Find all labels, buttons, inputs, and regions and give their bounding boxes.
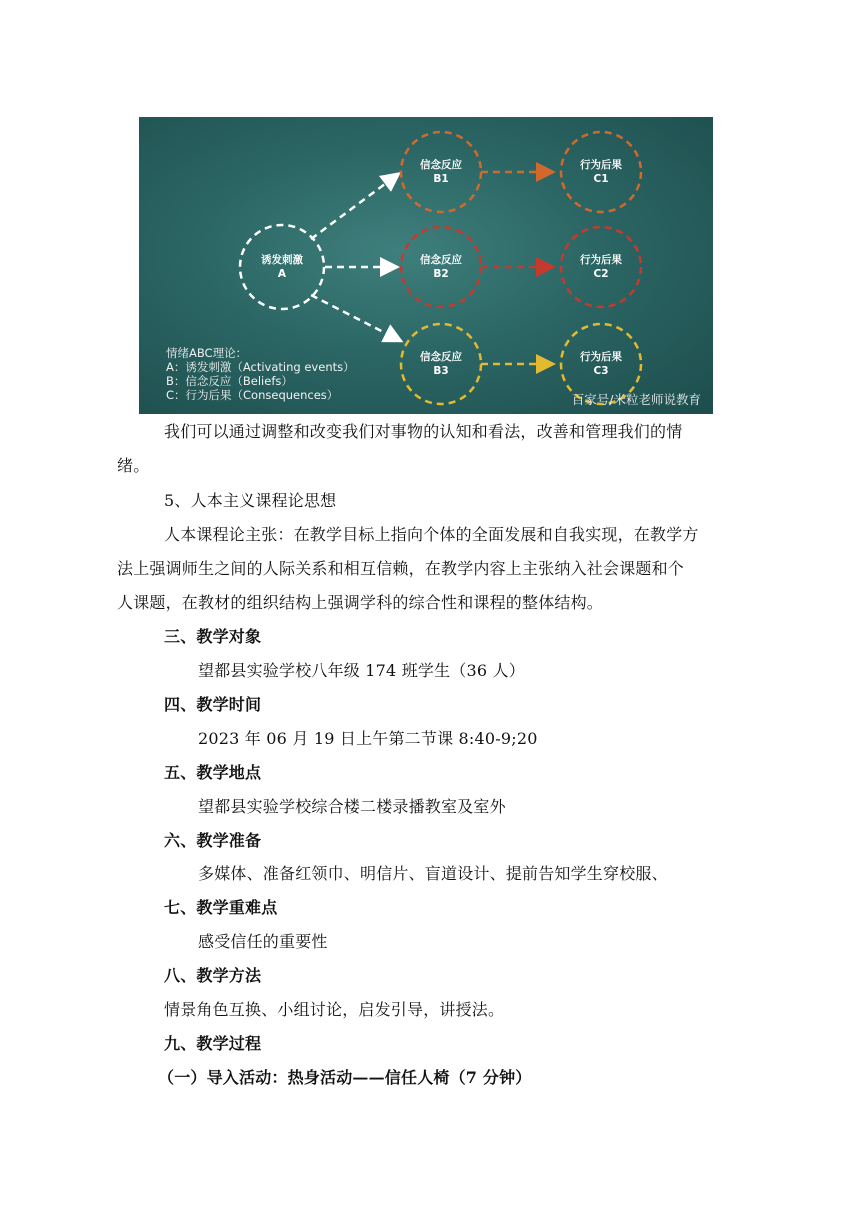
node-b3-code: B3 xyxy=(433,365,449,377)
section-body: 情景角色互换、小组讨论，启发引导，讲授法。 xyxy=(164,1000,505,1019)
node-c2-label: 行为后果 xyxy=(580,254,622,266)
section-heading: 九、教学过程 xyxy=(164,1034,262,1053)
node-c1-circle xyxy=(561,132,641,212)
node-b1-code: B1 xyxy=(433,173,449,185)
node-b2-code: B2 xyxy=(433,268,449,280)
section-body: 望都县实验学校八年级 174 班学生（36 人） xyxy=(198,661,525,680)
node-b1-circle xyxy=(401,132,481,212)
section-body: 望都县实验学校综合楼二楼录播教室及室外 xyxy=(198,797,506,816)
node-c2-circle xyxy=(561,227,641,307)
node-b3-circle xyxy=(401,324,481,404)
legend-a: A：诱发刺激（Activating events） xyxy=(166,360,355,374)
node-b2-circle xyxy=(401,227,481,307)
abc-theory-figure xyxy=(139,117,713,414)
node-c1-code: C1 xyxy=(593,173,609,185)
paragraph-line: 绪。 xyxy=(117,456,150,475)
figure-legend xyxy=(166,346,355,402)
legend-title: 情绪ABC理论： xyxy=(166,346,248,360)
node-b1-label: 信念反应 xyxy=(420,159,462,171)
section-heading: 三、教学对象 xyxy=(164,627,262,646)
paragraph-line: 人本课程论主张：在教学目标上指向个体的全面发展和自我实现，在教学方 xyxy=(164,525,699,544)
section-heading: 四、教学时间 xyxy=(164,695,262,714)
section-5-heading: 5、人本主义课程论思想 xyxy=(164,491,337,510)
section-body: 多媒体、准备红领巾、明信片、盲道设计、提前告知学生穿校服、 xyxy=(198,864,668,883)
watermark: 百家号/米粒老师说教育 xyxy=(571,392,701,407)
node-c3-code: C3 xyxy=(593,365,609,377)
node-b2-label: 信念反应 xyxy=(420,254,462,266)
section-heading: 七、教学重难点 xyxy=(164,898,278,917)
section-heading: 五、教学地点 xyxy=(164,763,262,782)
paragraph-line: 法上强调师生之间的人际关系和相互信赖，在教学内容上主张纳入社会课题和个 xyxy=(117,559,685,578)
node-b3-label: 信念反应 xyxy=(420,351,462,363)
section-body: 感受信任的重要性 xyxy=(198,932,328,951)
node-c2-code: C2 xyxy=(593,268,609,280)
node-a-label: 诱发刺激 xyxy=(261,254,303,266)
section-body: 2023 年 06 月 19 日上午第二节课 8:40-9;20 xyxy=(198,729,538,748)
paragraph-line: 我们可以通过调整和改变我们对事物的认知和看法，改善和管理我们的情 xyxy=(164,422,683,441)
legend-c: C：行为后果（Consequences） xyxy=(166,388,339,402)
subsection-heading: （一）导入活动：热身活动——信任人椅（7 分钟） xyxy=(158,1068,532,1087)
paragraph-line: 人课题，在教材的组织结构上强调学科的综合性和课程的整体结构。 xyxy=(117,593,604,612)
node-c1-label: 行为后果 xyxy=(580,159,622,171)
arrow-a-b3 xyxy=(311,295,399,340)
arrow-a-b1 xyxy=(311,175,397,239)
section-heading: 六、教学准备 xyxy=(164,831,262,850)
node-c3-label: 行为后果 xyxy=(580,351,622,363)
legend-b: B：信念反应（Beliefs） xyxy=(166,374,293,388)
section-heading: 八、教学方法 xyxy=(164,966,262,985)
node-a-code: A xyxy=(277,268,287,280)
